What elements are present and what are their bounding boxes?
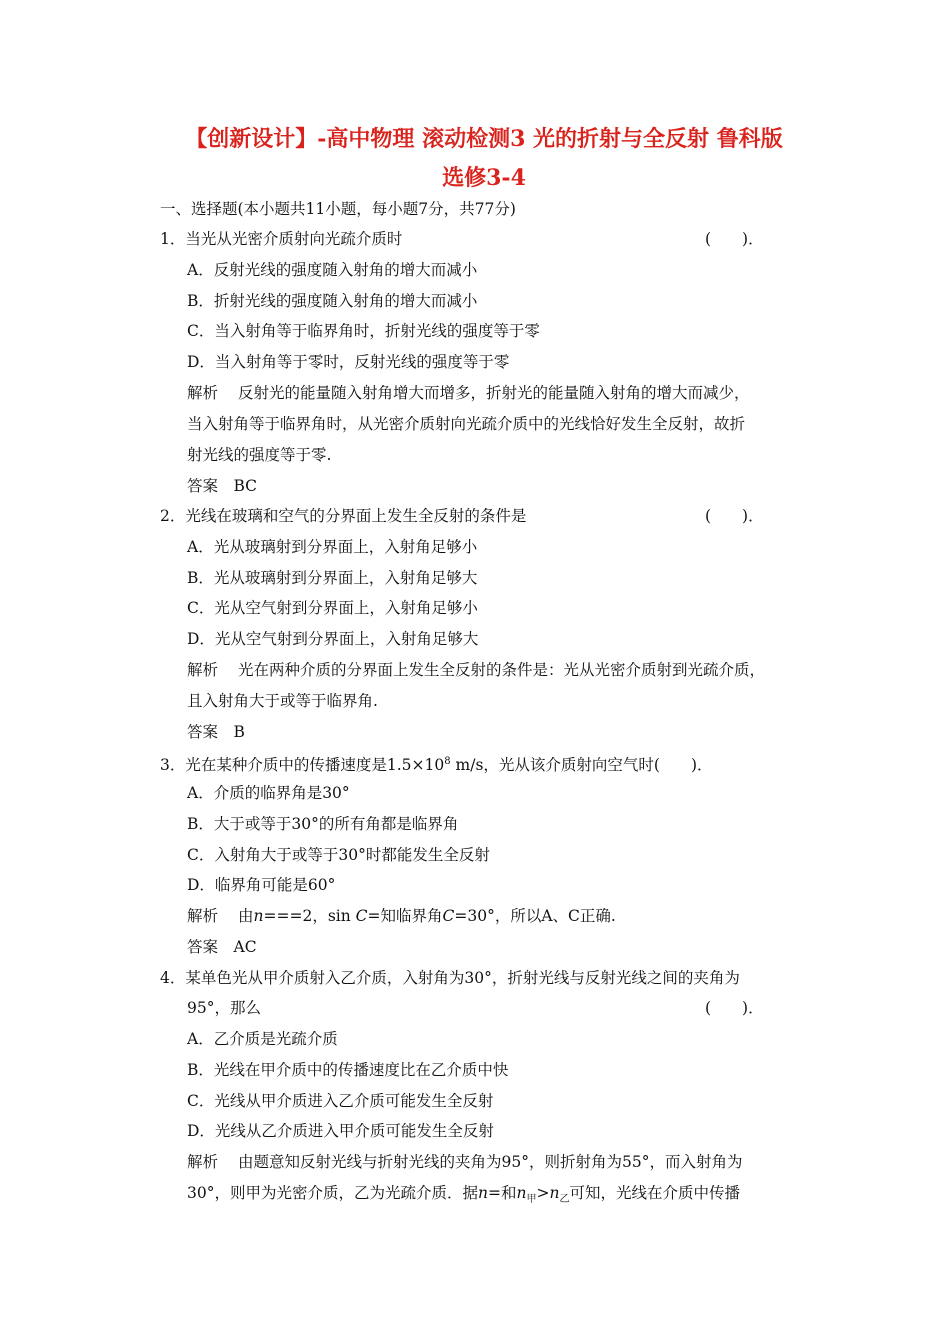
question-3-stem [160, 752, 713, 775]
question-3-option-a: A．介质的临界角是30° [187, 784, 350, 802]
question-1-option-c: C．当入射角等于临界角时，折射光线的强度等于零 [187, 322, 540, 340]
question-3-option-d: D．临界角可能是60° [187, 876, 336, 894]
variable-n: n [549, 1184, 560, 1202]
question-4-analysis-line2 [187, 1183, 740, 1210]
question-4-analysis-part3: > [536, 1184, 550, 1202]
variable-n: n [516, 1184, 527, 1202]
subscript-yi: 乙 [559, 1194, 570, 1206]
question-4-analysis-part1: 30°，则甲为光密介质，乙为光疏介质．据 [187, 1184, 478, 1202]
question-1-analysis-label: 解析 [187, 384, 219, 402]
question-2-option-b: B．光从玻璃射到分界面上，入射角足够大 [187, 569, 478, 587]
question-1-answer-blank: ( )． [705, 230, 764, 248]
question-3-analysis-part1: 由 [238, 907, 254, 925]
question-4-option-c: C．光线从甲介质进入乙介质可能发生全反射 [187, 1092, 494, 1110]
variable-c: C [442, 907, 455, 925]
question-4-stem-line1: 4．某单色光从甲介质射入乙介质，入射角为30°，折射光线与反射光线之间的夹角为 [160, 969, 740, 987]
question-3-stem-part1: 3．光在某种介质中的传播速度是1.5×10 [160, 756, 445, 775]
question-2-answer: 答案 B [187, 723, 245, 741]
document-title-line2: 选修3-4 [442, 165, 526, 191]
question-3-analysis-label: 解析 [187, 907, 219, 925]
variable-c: C [355, 907, 368, 925]
question-2-option-d: D．光从空气射到分界面上，入射角足够大 [187, 630, 479, 648]
question-2-analysis-line2: 且入射角大于或等于临界角. [187, 692, 378, 710]
question-3-analysis-line1 [238, 906, 616, 926]
question-2-stem: 2．光线在玻璃和空气的分界面上发生全反射的条件是 [160, 507, 527, 525]
section-heading: 一、选择题(本小题共11小题，每小题7分，共77分) [160, 200, 516, 218]
variable-n: n [253, 907, 264, 925]
variable-n: n [477, 1184, 488, 1202]
question-2-option-a: A．光从玻璃射到分界面上，入射角足够小 [187, 538, 478, 556]
question-3-analysis-part2: ===2，sin [263, 907, 356, 925]
document-title-line1: 【创新设计】-高中物理 滚动检测3 光的折射与全反射 鲁科版 [185, 126, 783, 152]
question-3-stem-part2: m/s，光从该介质射向空气时( )． [450, 756, 713, 775]
question-1-option-b: B．折射光线的强度随入射角的增大而减小 [187, 292, 478, 310]
question-4-stem-line2: 95°，那么 [187, 999, 261, 1017]
question-4-analysis-part2: =和 [487, 1184, 517, 1202]
question-2-analysis-label: 解析 [187, 661, 219, 679]
question-4-analysis-part4: 可知，光线在介质中传播 [569, 1184, 740, 1202]
question-4-analysis-label: 解析 [187, 1153, 219, 1171]
question-2-analysis-line1: 光在两种介质的分界面上发生全反射的条件是：光从光密介质射到光疏介质， [238, 661, 766, 679]
question-4-option-d: D．光线从乙介质进入甲介质可能发生全反射 [187, 1122, 494, 1140]
question-3-option-c: C．入射角大于或等于30°时都能发生全反射 [187, 846, 490, 864]
question-3-analysis-part3: =知临界角 [367, 907, 443, 925]
question-4-option-b: B．光线在甲介质中的传播速度比在乙介质中快 [187, 1061, 509, 1079]
question-4-option-a: A．乙介质是光疏介质 [187, 1030, 338, 1048]
question-3-option-b: B．大于或等于30°的所有角都是临界角 [187, 815, 459, 833]
question-1-stem: 1．当光从光密介质射向光疏介质时 [160, 230, 403, 248]
question-1-answer: 答案 BC [187, 477, 258, 495]
subscript-jia: 甲 [526, 1194, 537, 1206]
question-3-answer: 答案 AC [187, 938, 257, 956]
question-3-analysis-part4: =30°，所以A、C正确. [454, 907, 616, 925]
question-1-analysis-line3: 射光线的强度等于零. [187, 446, 332, 464]
question-2-answer-blank: ( )． [705, 507, 764, 525]
question-1-option-d: D．当入射角等于零时，反射光线的强度等于零 [187, 353, 510, 371]
question-2-option-c: C．光从空气射到分界面上，入射角足够小 [187, 599, 478, 617]
question-4-answer-blank: ( )． [705, 999, 764, 1017]
question-4-analysis-line1: 由题意知反射光线与折射光线的夹角为95°，则折射角为55°，而入射角为 [238, 1153, 743, 1171]
question-1-analysis-line2: 当入射角等于临界角时，从光密介质射向光疏介质中的光线恰好发生全反射，故折 [187, 415, 746, 433]
question-1-analysis-line1: 反射光的能量随入射角增大而增多，折射光的能量随入射角的增大而减少， [238, 384, 750, 402]
question-3-stem-exponent: 8 [444, 756, 451, 767]
question-1-option-a: A．反射光线的强度随入射角的增大而减小 [187, 261, 478, 279]
